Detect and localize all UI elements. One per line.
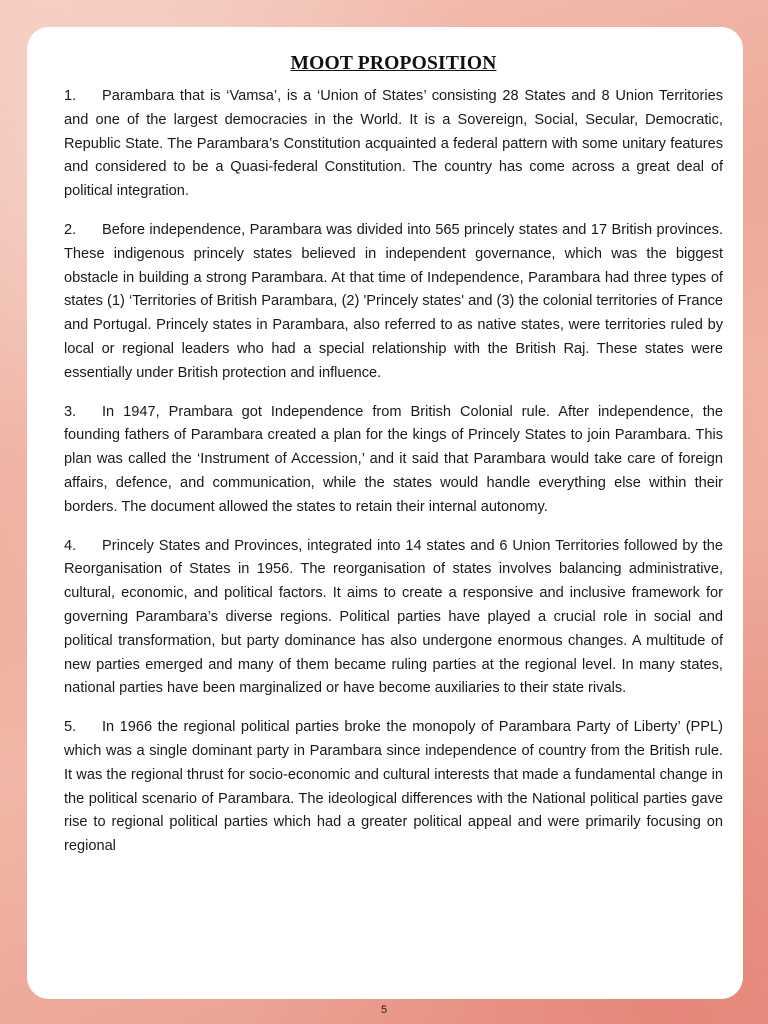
paragraph-2 bbox=[64, 219, 723, 386]
paragraph-text: Before independence, Parambara was divided into 565 princely states and 17 British provinces. These indigenous princely states believed in independent governance, which was the biggest obstacle in building a strong Parambara. At that time of Independence, Parambara had three types of states (1) ‘Territories of British Parambara, (2) 'Princely states' and (3) the colonial territories of France and Portugal. Princely states in Parambara, also referred to as native states, were territories ruled by local or regional leaders who had a special relationship with the British Raj. These states were essentially under British protection and influence. bbox=[64, 221, 723, 381]
paragraph-text: In 1966 the regional political parties broke the monopoly of Parambara Party of Liberty’ (PPL) which was a single dominant party in Parambara since independence of country from the British rule. It was the regional thrust for socio-economic and cultural interests that made a fundamental change in the political scenario of Parambara. The ideological differences with the National political parties gave rise to regional political parties which had a greater political appeal and were primarily focusing on regional bbox=[64, 719, 723, 855]
paragraph-number: 4. bbox=[64, 537, 77, 554]
document-page bbox=[27, 27, 743, 999]
paragraph-number: 2. bbox=[64, 221, 77, 238]
paragraph-1 bbox=[64, 85, 723, 204]
paragraph-3 bbox=[64, 401, 723, 520]
paragraph-text: Parambara that is ‘Vamsa’, is a ‘Union of States’ consisting 28 States and 8 Union Territories and one of the largest democracies in the World. It is a Sovereign, Social, Secular, Democratic, Republic State. The Parambara’s Constitution acquainted a federal pattern with some unitary features and considered to be a Quasi-federal Constitution. The country has come across a great deal of political integration. bbox=[64, 88, 723, 200]
paragraph-number: 5. bbox=[64, 719, 77, 736]
paragraph-text: Princely States and Provinces, integrated into 14 states and 6 Union Territories followed by the Reorganisation of States in 1956. The reorganisation of states involves balancing administrative, cultural, economic, and political factors. It aims to create a responsive and inclusive framework for governing Parambara’s diverse regions. Political parties have played a crucial role in social and political transformation, but party dominance has also undergone enormous changes. A multitude of new parties emerged and many of them became ruling parties at the regional level. In many states, national parties have been marginalized or have become auxiliaries to their state rivals. bbox=[64, 537, 723, 697]
page-title: MOOT PROPOSITION bbox=[290, 53, 497, 74]
paragraph-number: 1. bbox=[64, 88, 77, 104]
paragraph-4 bbox=[64, 535, 723, 702]
paragraph-number: 3. bbox=[64, 403, 77, 420]
paragraph-text: In 1947, Prambara got Independence from British Colonial rule. After independence, the founding fathers of Parambara created a plan for the kings of Princely States to join Parambara. This plan was called the ‘Instrument of Accession,’ and it said that Parambara would take care of foreign affairs, defence, and communication, while the states would handle everything else within their borders. The document allowed the states to retain their internal autonomy. bbox=[64, 403, 723, 515]
page-number: 5 bbox=[380, 1004, 388, 1016]
paragraph-5 bbox=[64, 716, 723, 859]
